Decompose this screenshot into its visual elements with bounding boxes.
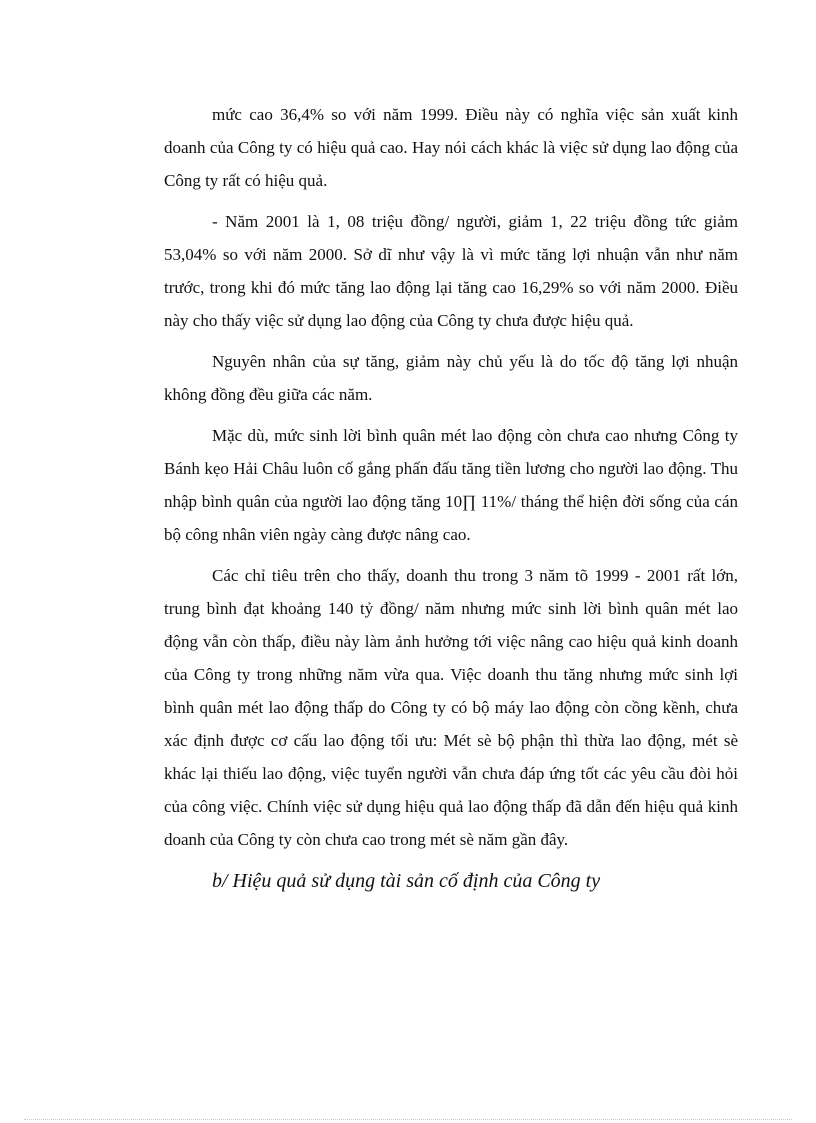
document-page	[164, 98, 738, 898]
paragraph-1: mức cao 36,4% so với năm 1999. Điều này có nghĩa việc sản xuất kinh doanh của Công ty có hiệu quả cao. Hay nói cách khác là việc sử dụng lao động của Công ty rất có hiệu quả.	[164, 105, 738, 190]
page-footer-divider	[24, 1119, 792, 1120]
paragraph-5: Các chỉ tiêu trên cho thấy, doanh thu trong 3 năm tõ 1999 - 2001 rất lớn, trung bình đạt khoảng 140 tỷ đồng/ năm nhưng mức sinh lời bình quân mét lao động vẫn còn thấp, điều này làm ảnh hưởng tới việc nâng cao hiệu quả kinh doanh của Công ty trong những năm vừa qua. Việc doanh thu tăng nhưng mức sinh lợi bình quân mét lao động thấp do Công ty có bộ máy lao động còn cồng kềnh, chưa xác định được cơ cấu lao động tối ưu: Mét sè bộ phận thì thừa lao động, mét sè khác lại thiếu lao động, việc tuyển người vẫn chưa đáp ứng tốt các yêu cầu đòi hỏi của công việc. Chính việc sử dụng hiệu quả lao động thấp đã dẫn đến hiệu quả kinh doanh của Công ty còn chưa cao trong mét sè năm gần đây.	[164, 566, 738, 849]
section-heading: b/ Hiệu quả sử dụng tài sản cố định của Công ty	[212, 870, 601, 892]
paragraph-3: Nguyên nhân của sự tăng, giảm này chủ yếu là do tốc độ tăng lợi nhuận không đồng đều giữa các năm.	[164, 352, 738, 404]
paragraph-2: - Năm 2001 là 1, 08 triệu đồng/ người, giảm 1, 22 triệu đồng tức giảm 53,04% so với năm 2000. Sở dĩ như vậy là vì mức tăng lợi nhuận vẫn như năm trước, trong khi đó mức tăng lao động lại tăng cao 16,29% so với năm 2000. Điều này cho thấy việc sử dụng lao động của Công ty chưa được hiệu quả.	[164, 212, 738, 330]
paragraph-4: Mặc dù, mức sinh lời bình quân mét lao động còn chưa cao nhưng Công ty Bánh kẹo Hải Châu luôn cố gắng phấn đấu tăng tiền lương cho người lao động. Thu nhập bình quân của người lao động tăng 10∏ 11%/ tháng thể hiện đời sống của cán bộ công nhân viên ngày càng được nâng cao.	[164, 426, 738, 544]
